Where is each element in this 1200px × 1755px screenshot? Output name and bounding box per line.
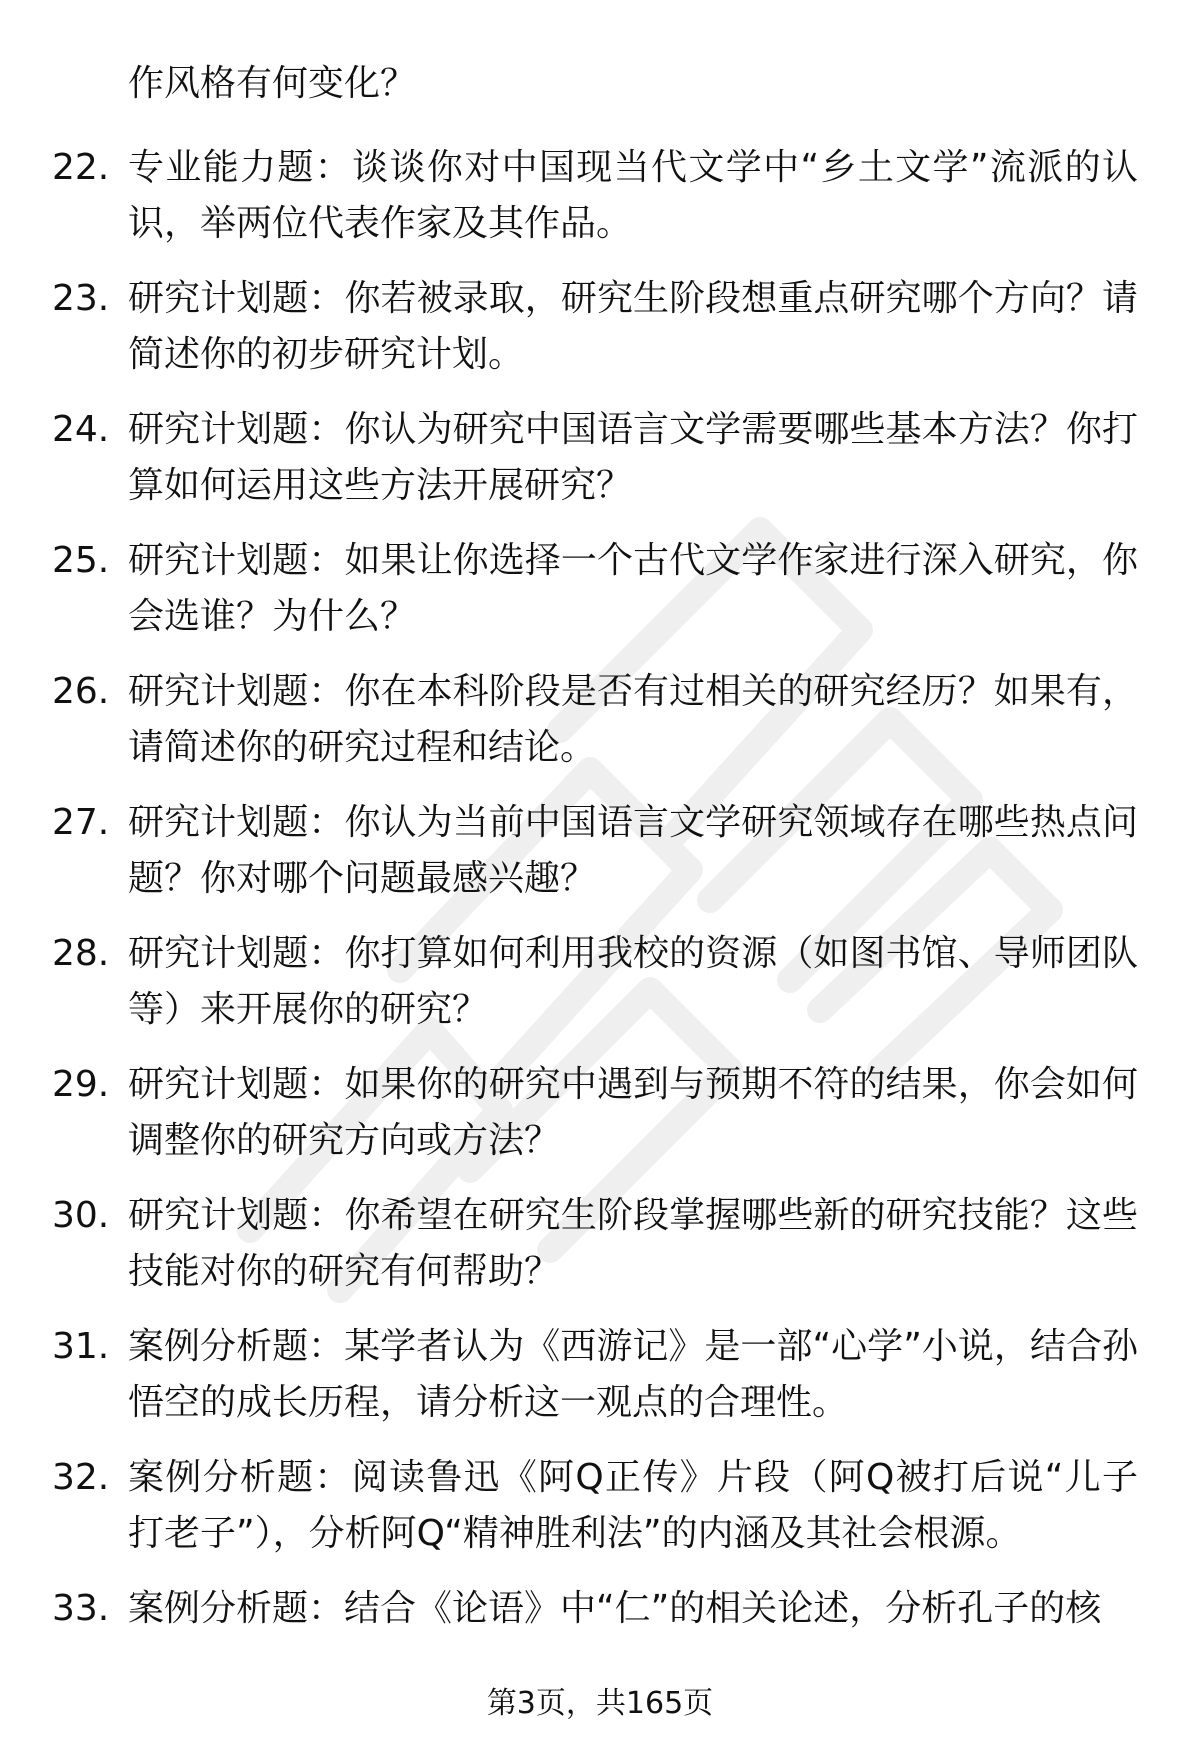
question-item (0, 1319, 1200, 1450)
question-number: 29. (52, 1064, 110, 1105)
question-number: 23. (52, 278, 110, 319)
question-number: 24. (52, 409, 110, 450)
continued-question-text: 作风格有何变化？ (128, 63, 417, 104)
question-item (0, 140, 1200, 271)
question-text: 专业能力题：谈谈你对中国现当代文学中“乡土文学”流派的认识，举两位代表作家及其作品。 (128, 147, 1138, 244)
question-item (0, 533, 1200, 664)
question-text: 研究计划题：你若被录取，研究生阶段想重点研究哪个方向？请简述你的初步研究计划。 (128, 278, 1138, 375)
question-text: 研究计划题：你认为研究中国语言文学需要哪些基本方法？你打算如何运用这些方法开展研究？ (128, 409, 1138, 506)
question-number: 27. (52, 802, 110, 843)
question-text: 案例分析题：某学者认为《西游记》是一部“心学”小说，结合孙悟空的成长历程，请分析这一观点的合理性。 (128, 1326, 1138, 1423)
question-item (0, 795, 1200, 926)
question-item (0, 664, 1200, 795)
question-number: 26. (52, 671, 110, 712)
question-number: 28. (52, 933, 110, 974)
question-item (0, 271, 1200, 402)
question-number: 31. (52, 1326, 110, 1367)
question-text: 研究计划题：如果让你选择一个古代文学作家进行深入研究，你会选谁？为什么？ (128, 540, 1138, 637)
question-text: 研究计划题：如果你的研究中遇到与预期不符的结果，你会如何调整你的研究方向或方法？ (128, 1064, 1138, 1161)
question-item (0, 402, 1200, 533)
question-text: 案例分析题：阅读鲁迅《阿Q正传》片段（阿Q被打后说“儿子打老子”），分析阿Q“精神胜利法”的内涵及其社会根源。 (128, 1457, 1138, 1554)
question-number: 33. (52, 1588, 110, 1629)
question-text: 研究计划题：你打算如何利用我校的资源（如图书馆、导师团队等）来开展你的研究？ (128, 933, 1138, 1030)
question-text: 案例分析题：结合《论语》中“仁”的相关论述，分析孔子的核 (128, 1588, 1102, 1629)
question-text: 研究计划题：你在本科阶段是否有过相关的研究经历？如果有，请简述你的研究过程和结论。 (128, 671, 1138, 768)
question-number: 32. (52, 1457, 110, 1498)
question-item (0, 1057, 1200, 1188)
question-text: 研究计划题：你希望在研究生阶段掌握哪些新的研究技能？这些技能对你的研究有何帮助？ (128, 1195, 1138, 1292)
question-list (0, 140, 1200, 1712)
question-item (0, 1450, 1200, 1581)
question-item (0, 926, 1200, 1057)
question-number: 30. (52, 1195, 110, 1236)
question-item (0, 1188, 1200, 1319)
question-number: 22. (52, 147, 110, 188)
page-footer: 第3页，共165页 (486, 1686, 714, 1721)
question-number: 25. (52, 540, 110, 581)
question-text: 研究计划题：你认为当前中国语言文学研究领域存在哪些热点问题？你对哪个问题最感兴趣？ (128, 802, 1138, 899)
